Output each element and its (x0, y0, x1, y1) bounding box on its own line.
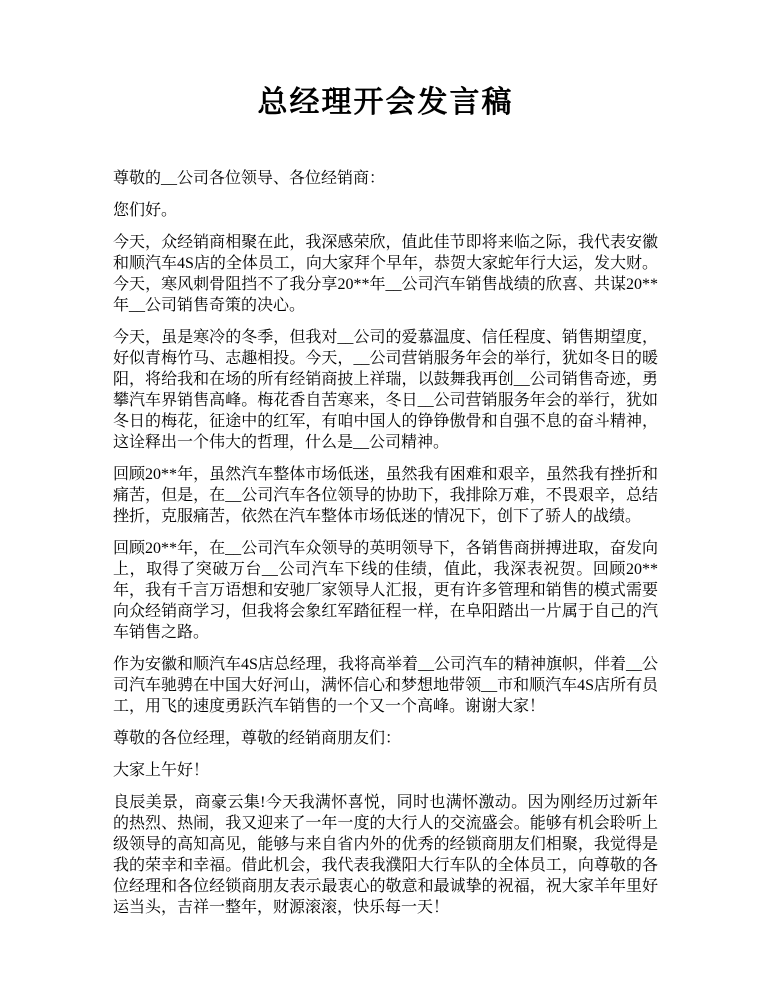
paragraph-review-achievement: 回顾20**年，在__公司汽车众领导的英明领导下，各销售商拼搏进取，奋发向上，取得了突破万台__公司汽车下线的佳绩，值此，我深表祝贺。回顾20**年，我有千言万语想和安驰厂家领导人汇报，更有许多管理和销售的模式需要向众经销商学习，但我将会象红军踏征程一样，在阜阳踏出一片属于自己的汽车销售之路。 (113, 540, 658, 641)
document-body (113, 168, 658, 918)
paragraph-new-year-wishes: 今天，众经销商相聚在此，我深感荣欣，值此佳节即将来临之际，我代表安徽和顺汽车4S店的全体员工，向大家拜个早年，恭贺大家蛇年行大运，发大财。今天，寒风刺骨阻挡不了我分享20**年__公司汽车销售战绩的欣喜、共谋20**年__公司销售奇策的决心。 (113, 234, 658, 314)
paragraph-salutation: 尊敬的__公司各位领导、各位经销商： (113, 170, 386, 187)
paragraph-closing-blessing: 良辰美景，商豪云集!今天我满怀喜悦，同时也满怀激动。因为刚经历过新年的热烈、热闹，我又迎来了一年一度的大行人的交流盛会。能够有机会聆听上级领导的高知高见，能够与来自省内外的优秀的经锁商朋友们相聚，我觉得是我的荣幸和幸福。借此机会，我代表我濮阳大行车队的全体员工，向尊敬的各位经理和各位经锁商朋友表示最衷心的敬意和最诚挚的祝福，祝大家羊年里好运当头，吉祥一整年，财源滚滚，快乐每一天！ (113, 794, 658, 916)
paragraph-salutation-second: 尊敬的各位经理，尊敬的经销商朋友们： (113, 730, 402, 747)
paragraph-greeting-second: 大家上午好！ (113, 762, 210, 779)
document-title: 总经理开会发言稿 (257, 86, 514, 119)
paragraph-annual-meeting-winter: 今天，虽是寒冷的冬季，但我对__公司的爱慕温度、信任程度、销售期望度，好似青梅竹马、志趣相投。今天，__公司营销服务年会的举行，犹如冬日的暖阳，将给我和在场的所有经销商披上祥瑞，以鼓舞我再创__公司销售奇迹，勇攀汽车界销售高峰。梅花香自苦寒来，冬日__公司营销服务年会的举行，犹如冬日的梅花，征途中的红军，有咱中国人的铮铮傲骨和自强不息的奋斗精神，这诠释出一个伟大的哲理，什么是__公司精神。 (113, 329, 658, 451)
paragraph-greeting: 您们好。 (113, 202, 178, 219)
paragraph-review-market: 回顾20**年，虽然汽车整体市场低迷，虽然我有困难和艰辛，虽然我有挫折和痛苦，但是，在__公司汽车各位领导的协助下，我排除万难，不畏艰辛，总结挫折，克服痛苦，依然在汽车整体市场低迷的情况下，创下了骄人的战绩。 (113, 466, 658, 525)
paragraph-commitment: 作为安徽和顺汽车4S店总经理，我将高举着__公司汽车的精神旗帜，伴着__公司汽车驰骋在中国大好河山，满怀信心和梦想地带领__市和顺汽车4S店所有员工，用飞的速度勇跃汽车销售的一个又一个高峰。谢谢大家！ (113, 656, 658, 715)
